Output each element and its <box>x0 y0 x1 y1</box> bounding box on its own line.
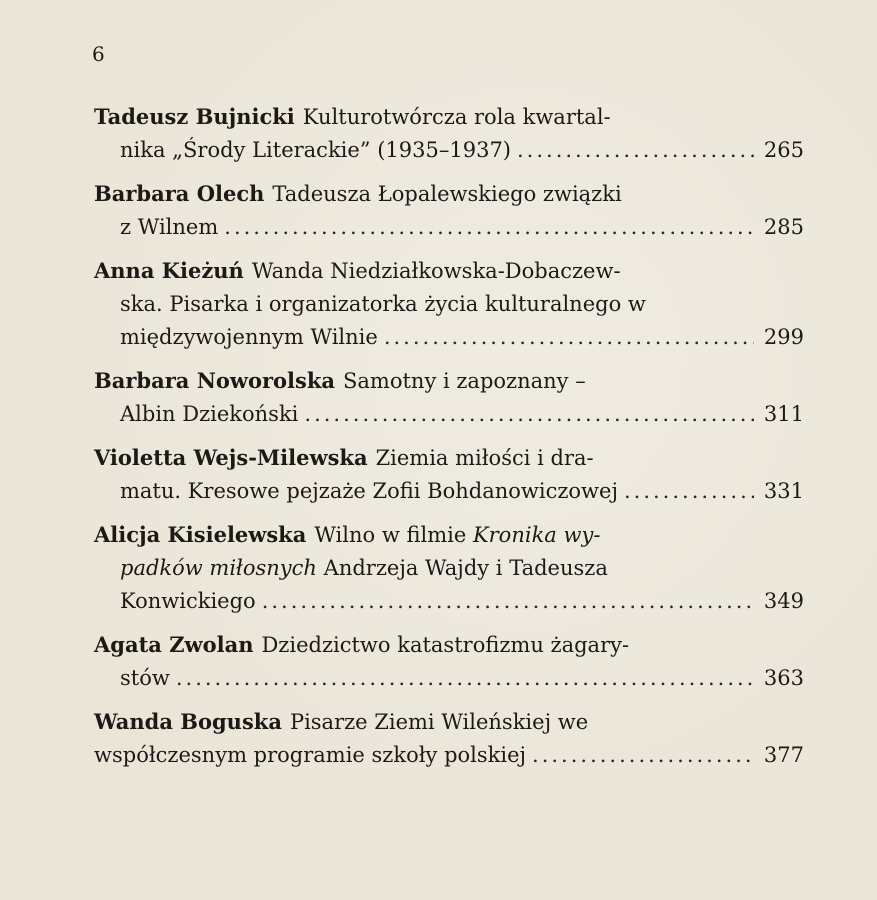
entry-title-text: z Wilnem <box>120 215 219 239</box>
dot-leader <box>304 398 754 431</box>
dot-leader <box>517 134 754 167</box>
toc-entry <box>94 628 804 695</box>
entry-author: Anna Kieżuń <box>94 258 244 283</box>
entry-film-title: padków miłosnych <box>120 556 317 580</box>
entry-page-number: 299 <box>763 325 804 349</box>
toc-entry <box>94 177 804 244</box>
table-of-contents <box>94 100 804 782</box>
entry-title-text: Albin Dziekoński <box>120 402 299 426</box>
entry-author: Tadeusz Bujnicki <box>94 104 295 129</box>
toc-line <box>94 177 804 211</box>
entry-page-number: 311 <box>763 402 804 426</box>
dot-leader <box>262 585 754 618</box>
toc-entry <box>94 518 804 618</box>
toc-line <box>94 475 804 508</box>
toc-line <box>94 628 804 662</box>
toc-line <box>94 321 804 354</box>
entry-title-text: matu. Kresowe pejzaże Zofii Bohdanowiczowej <box>120 479 618 503</box>
page-number: 6 <box>92 42 105 66</box>
entry-author: Agata Zwolan <box>94 632 254 657</box>
entry-title-text: Kulturotwórcza rola kwartal- <box>302 105 611 129</box>
toc-entry <box>94 705 804 772</box>
entry-film-title: Kronika wy- <box>472 523 601 547</box>
dot-leader <box>384 321 754 354</box>
toc-line <box>94 398 804 431</box>
entry-title-text: Andrzeja Wajdy i Tadeusza <box>323 556 608 580</box>
dot-leader <box>224 211 754 244</box>
toc-line <box>94 211 804 244</box>
toc-line <box>94 739 804 772</box>
toc-line <box>94 552 804 585</box>
toc-line <box>94 254 804 288</box>
toc-line <box>94 662 804 695</box>
toc-line <box>94 518 804 552</box>
toc-entry <box>94 364 804 431</box>
entry-page-number: 349 <box>763 589 804 613</box>
toc-line <box>94 441 804 475</box>
dot-leader <box>624 475 754 508</box>
dot-leader <box>176 662 754 695</box>
entry-title-text: Dziedzictwo katastrofizmu żagary- <box>261 633 630 657</box>
entry-page-number: 331 <box>763 479 804 503</box>
entry-title-text: stów <box>120 666 170 690</box>
entry-author: Barbara Noworolska <box>94 368 336 393</box>
entry-page-number: 377 <box>763 743 804 767</box>
entry-page-number: 285 <box>763 215 804 239</box>
entry-title-text: współczesnym programie szkoły polskiej <box>94 743 527 767</box>
entry-title-text: Tadeusza Łopalewskiego związki <box>272 182 622 206</box>
dot-leader <box>532 739 754 772</box>
entry-title-text: Samotny i zapoznany – <box>343 369 586 393</box>
toc-line <box>94 134 804 167</box>
entry-author: Barbara Olech <box>94 181 265 206</box>
toc-line <box>94 705 804 739</box>
entry-author: Wanda Boguska <box>94 709 282 734</box>
entry-title-text: Wilno w filmie <box>314 523 467 547</box>
entry-title-text: Pisarze Ziemi Wileńskiej we <box>289 710 589 734</box>
entry-title-text: międzywojennym Wilnie <box>120 325 378 349</box>
toc-entry <box>94 441 804 508</box>
toc-line <box>94 288 804 321</box>
entry-page-number: 265 <box>763 138 804 162</box>
entry-title-text: Wanda Niedziałkowska-Dobaczew- <box>251 259 621 283</box>
entry-title-text: nika „Środy Literackie” (1935–1937) <box>120 138 511 162</box>
entry-title-text: ska. Pisarka i organizatorka życia kulturalnego w <box>120 292 646 316</box>
toc-line <box>94 100 804 134</box>
entry-title-text: Ziemia miłości i dra- <box>375 446 594 470</box>
toc-entry <box>94 254 804 354</box>
entry-author: Alicja Kisielewska <box>94 522 307 547</box>
entry-author: Violetta Wejs-Milewska <box>94 445 368 470</box>
toc-line <box>94 585 804 618</box>
toc-entry <box>94 100 804 167</box>
entry-title-text: Konwickiego <box>120 589 256 613</box>
toc-line <box>94 364 804 398</box>
entry-page-number: 363 <box>763 666 804 690</box>
